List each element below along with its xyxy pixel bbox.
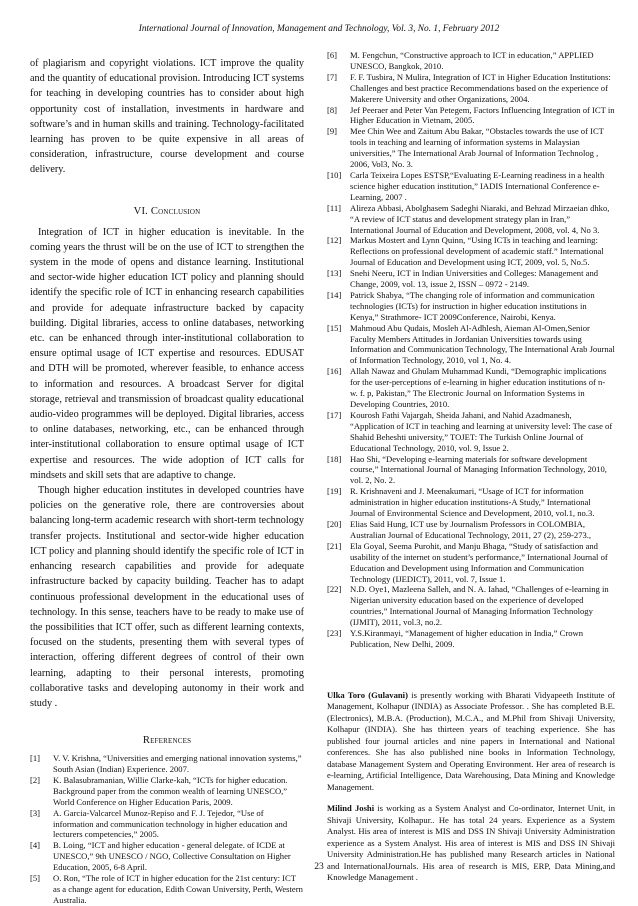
reference-item xyxy=(327,323,615,367)
conclusion-paragraph-2: Though higher education institutes in developed countries have policies on the generative role, there are controversies about balancing long-term academic research with short-term technology transfer projects. Institutional and sector-wide higher education ICT policy and planning should identify the specific role of ICT in enhancing research capabilities and provide for adequate infrastructure backed by capacity building. Teacher has to adapt continuous professional development in the educational uses of technology. In this sense, teachers have to be ready to make use of the possibilities that ICT offer, such as different learning contexts, focused on the students, presenting them with several types of interaction, offering different degrees of control of their own learning, adapting to their personal interests, promoting collaborative tasks and developing autonomy in their work and study . xyxy=(30,485,304,709)
reference-item xyxy=(327,584,615,628)
reference-text: Patrick Shabya, “The changing role of information and communication technologies (ICTs) for instruction in higher education institutions in Kenya,” Strathmore- ICT 2009Conference, Nairobi, Kenya. xyxy=(350,289,595,322)
reference-number: [14] xyxy=(327,289,342,300)
left-column xyxy=(30,56,304,906)
reference-item xyxy=(327,126,615,170)
reference-number: [1] xyxy=(30,753,41,764)
reference-text: B. Loing, “ICT and higher education - general delegate. of ICDE at UNESCO,” 9th UNESCO / NGO, Collective Consultation on Higher Education, 2005, 6-8 April. xyxy=(53,840,291,873)
reference-text: Mahmoud Abu Qudais, Mosleh Al-Adhlesh, Aieman Al-Omen,Senior Faculty Members Attitudes in Jordanian Universities towards using Information and Communication Technology, The International Arab Journal of Information Technology, 2010, vol 1, No. 4. xyxy=(350,322,615,366)
reference-text: N.D. Oye1, Mazleena Salleh, and N. A. Iahad, “Challenges of e-learning in Nigerian university education based on the experience of developed countries,” International Journal of Managing Information Technology (IJMIT), 2011, vol.3, no.2. xyxy=(350,584,609,628)
running-header: International Journal of Innovation, Management and Technology, Vol. 3, No. 1, February 2012 xyxy=(138,24,500,34)
page-number: 23 xyxy=(314,861,324,872)
reference-number: [15] xyxy=(327,322,342,333)
right-column xyxy=(327,50,615,884)
reference-number: [12] xyxy=(327,235,342,246)
reference-item xyxy=(327,486,615,519)
reference-item xyxy=(327,410,615,454)
section-title: Conclusion xyxy=(150,205,201,217)
reference-number: [3] xyxy=(30,807,41,818)
reference-item xyxy=(327,454,615,487)
reference-number: [4] xyxy=(30,840,41,851)
reference-text: Hao Shi, “Developing e-learning materials for software development course,” International Journal of Managing Information Technology, 2010, vol. 2, No. 2. xyxy=(350,453,607,486)
reference-list-right xyxy=(327,50,615,650)
reference-number: [6] xyxy=(327,50,338,60)
reference-text: Mee Chin Wee and Zaitum Abu Bakar, “Obstacles towards the use of ICT tools in teaching and learning of information systems in Malaysian universities,” The International Arab Journal of Information Technolog , 2006, Vol3, No. 3. xyxy=(350,126,604,170)
reference-text: Elias Said Hung, ICT use by Journalism Professors in COLOMBIA, Australian Journal of Educational Technology, 2011, 27 (2), 259-273., xyxy=(350,518,592,540)
reference-text: A. Garcia-Valcarcel Munoz-Repiso and F. J. Tejedor, “Use of information and communication technology in higher education and lecturers competencies,” 2005. xyxy=(53,807,288,840)
reference-number: [5] xyxy=(30,873,41,884)
reference-number: [16] xyxy=(327,366,342,377)
reference-item xyxy=(327,105,615,127)
reference-text: Allah Nawaz and Ghulam Muhammad Kundi, “Demographic implications for the user-perceptions of e-learning in higher education institutions of n- w. f. p, Pakistan,” The Electronic Journal on Information Systems in Developing Countries, 2010. xyxy=(350,366,607,409)
reference-item xyxy=(327,541,615,585)
reference-item xyxy=(30,808,304,841)
reference-number: [9] xyxy=(327,126,338,137)
reference-text: Y.S.Kiranmayi, “Management of higher education in India,” Crown Publication, New Delhi, 2009. xyxy=(350,628,584,649)
reference-item xyxy=(327,268,615,290)
intro-paragraph: of plagiarism and copyright violations. ICT improve the quality and the quantity of educational provision. Introducing ICT systems for teaching in developing countries has to consider about high opportunity cost of installation, investments in hardware and software’s and in human skills and training. Technology-facilitated learning has proven to be quite expensive in all areas of consideration, infrastructure, course development and course delivery. xyxy=(30,58,304,176)
reference-text: V. V. Krishna, “Universities and emerging national innovation systems,” South Asian (Indian) Experience. 2007. xyxy=(53,753,302,775)
reference-text: Carla Teixeira Lopes ESTSP,“Evaluating E-Learning readiness in a health science higher education institution,” IADIS International Conference e- Learning, 2007 . xyxy=(350,169,605,202)
reference-item xyxy=(327,628,615,650)
reference-item xyxy=(327,290,615,323)
references-heading xyxy=(30,735,304,746)
reference-number: [8] xyxy=(327,104,338,115)
reference-list-left xyxy=(30,753,304,906)
reference-number: [7] xyxy=(327,71,338,82)
reference-text: Snehi Neeru, ICT in Indian Universities and Colleges: Management and Change, 2009, vol. 13, issue 2, ISSN – 0972 - 2149. xyxy=(350,268,599,290)
conclusion-paragraph-1: Integration of ICT in higher education is inevitable. In the coming years the thrust will be on the use of ICT to strengthen the system in the mode of opens and distance learning. Institutional and sector-wide higher education ICT policy and planning should identify the specific role of ICT in enhancing research capabilities and provide for adequate infrastructure backed by capacity building. Digital libraries, access to online databases, networking etc. can be enhanced through inter-institutional collaboration to ensure optimal usage of ICT expertise and resources. EDUSAT and DTH will be promoted, wherever feasible, to enhance access to information and resources. A broadcast Server for digital storage, retrieval and transmission of broadcast quality educational audio-video programmes will be deployed. Digital libraries, access to online databases, networking, etc., can be enhanced through inter-institutional collaboration to ensure optimal usage of ICT expertise and resources. The wide adoption of ICT calls for mindsets and skill sets that are adaptive to change. xyxy=(30,226,304,481)
reference-text: Kourosh Fathi Vajargah, Sheida Jahani, and Nahid Azadmanesh, “Application of ICT in teaching and learning at university level: The case of Shahid Beheshti university,” TOJET: The Turkish Online Journal of Educational Technology, 2010, vol. 9, Issue 2. xyxy=(350,409,613,453)
author-name-1: Ulka Toro (Gulavani) xyxy=(327,689,408,700)
reference-text: Ela Goyal, Seema Purohit, and Manju Bhaga, “Study of satisfaction and usability of the internet on student’s performance,” International Journal of Education and Development using Information and Communication Technology (IJEDICT), 2011, vol. 7, Issue 1. xyxy=(350,540,608,584)
reference-text: Alireza Abbasi, Abolghasem Sadeghi Niaraki, and Behzad Mirzaeian dhko, “A review of ICT status and development strategy plan in Iran,” International Journal of Education and Development, 2008, vol. 4, No 3. xyxy=(350,202,610,235)
reference-text: K. Balasubramanian, Willie Clarke-kah, “ICTs for higher education. Background paper from the common wealth of learning UNESCO,” World Conference on Higher Education Paris, 2009. xyxy=(53,774,288,807)
reference-text: F. F. Tusbira, N Mulira, Integration of ICT in Higher Education Institutions: Challenges and best practice Recommendations based on the experience of Makerere University and other Organizations, 2004. xyxy=(350,71,611,104)
reference-number: [20] xyxy=(327,518,342,529)
reference-number: [2] xyxy=(30,774,41,785)
reference-text: M. Fengchun, “Constructive approach to ICT in education,” APPLIED UNESCO, Bangkok, 2010. xyxy=(350,50,594,71)
reference-item xyxy=(327,203,615,236)
reference-item xyxy=(327,170,615,203)
reference-number: [22] xyxy=(327,584,342,595)
reference-item xyxy=(327,50,615,72)
reference-item xyxy=(30,775,304,808)
reference-text: R. Krishnaveni and J. Meenakumari, “Usage of ICT for information administration in higher education institutions-A Study,” International Journal of Environmental Science and Development, 2010, vol.1, no.3. xyxy=(350,486,595,519)
reference-text: Markus Mostert and Lynn Quinn, “Using ICTs in teaching and learning: Reflections on professional development of academic staff.” International Journal of Education and Development using ICT, 2009, vol. 5, No.5. xyxy=(350,235,604,268)
reference-number: [10] xyxy=(327,169,342,180)
reference-text: O. Ron, “The role of ICT in higher education for the 21st century: ICT as a change agent for education, Edith Cowan University, Perth, Western Australia. xyxy=(53,873,303,905)
reference-number: [21] xyxy=(327,540,342,551)
reference-item xyxy=(327,235,615,268)
reference-number: [11] xyxy=(327,202,341,213)
reference-text: Jef Peeraer and Peter Van Petegem, Factors Influencing Integration of ICT in Higher Education in Vietnam, 2005. xyxy=(350,104,615,126)
section-numeral: VI. xyxy=(133,205,149,217)
reference-item xyxy=(327,366,615,410)
reference-item xyxy=(327,72,615,105)
author-bio-1 xyxy=(327,690,615,794)
reference-number: [13] xyxy=(327,268,342,279)
reference-item xyxy=(30,753,304,775)
reference-item xyxy=(30,873,304,906)
reference-number: [23] xyxy=(327,628,342,639)
reference-number: [18] xyxy=(327,453,342,464)
author-name-2: Milind Joshi xyxy=(327,803,375,814)
references-title: References xyxy=(142,735,192,747)
author-bio-2-text: is working as a System Analyst and Co-ordinator, Internet Unit, in Shivaji University, Kolhapur.. He has total 24 years. Experience as a System Analyst. His area of interest is MIS and DSS IN Shivaji University Administration experience as a System Analyst. His area of interest is MIS and DSS IN Shivaji University Administration.He has published many Research articles in National and InternationalJournals. His area of research is MIS, ERP, Data Mining,and Knowledge Management . xyxy=(327,803,615,883)
reference-number: [19] xyxy=(327,486,342,497)
reference-item xyxy=(327,519,615,541)
conclusion-heading xyxy=(30,206,304,217)
reference-number: [17] xyxy=(327,409,342,420)
author-bio-1-text: is presently working with Bharati Vidyapeeth Institute of Management, Kolhapur (INDIA) as Associate Professor. . She has completed B.E. (Electronics), M.B.A. (Production), M.C.A., and M.Phil from Shivaji University, Kolhapur (INDIA). She has thirteen years of teaching experience. She has published four journal articles and nine papers in International and National conferences. She has also published nine books in Information Technology, database Management System and Operating Environment. Her area of research is e-learning, Artificial Intelligence, Data Warehousing, Data Mining and Knowledge Management. xyxy=(327,689,615,792)
